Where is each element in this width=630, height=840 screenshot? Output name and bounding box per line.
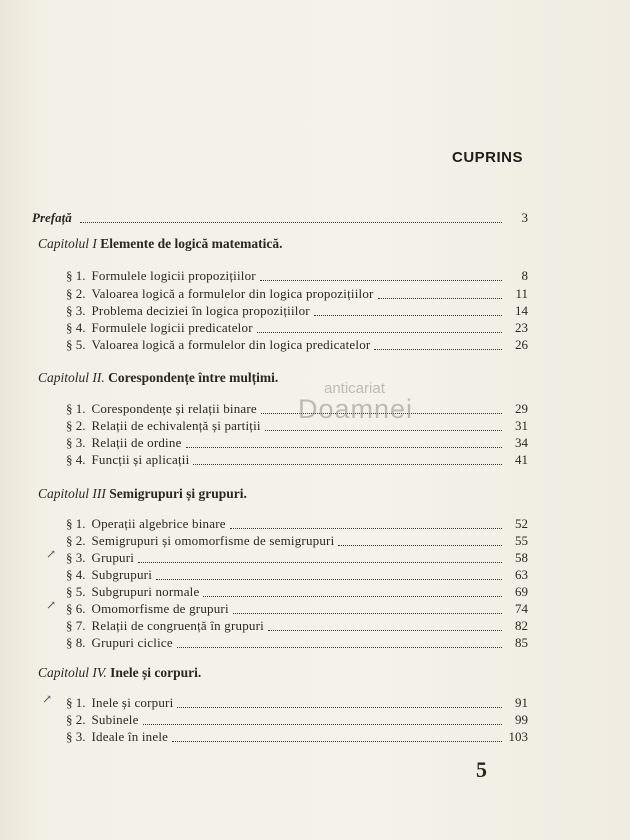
watermark-line2: Doamnei [298, 394, 414, 424]
section-number: § 4. [66, 320, 86, 335]
section-number: § 3. [66, 435, 86, 450]
toc-entry [66, 727, 528, 745]
chapter-number: Capitolul IV. [38, 665, 107, 680]
toc-entry [66, 266, 528, 284]
leader-dots [230, 527, 502, 529]
leader-dots [172, 740, 502, 742]
preface-label: Prefață [32, 210, 72, 225]
chapter-heading [38, 370, 278, 388]
toc-entry [66, 399, 528, 417]
toc-entry [66, 416, 528, 434]
section-number: § 5. [66, 584, 86, 599]
section-number: § 5. [66, 337, 86, 352]
leader-dots [80, 222, 502, 223]
toc-entry [66, 335, 528, 353]
toc-entry [66, 599, 528, 617]
toc-entry [66, 284, 528, 302]
toc-entry [66, 548, 528, 566]
section-page: 11 [515, 286, 528, 301]
section-page: 103 [508, 729, 528, 744]
section-page: 69 [515, 584, 528, 599]
leader-dots [314, 314, 502, 316]
toc-entry [66, 514, 528, 532]
section-number: § 3. [66, 303, 86, 318]
section-number: § 3. [66, 550, 86, 565]
leader-dots [203, 595, 502, 597]
pencil-mark-icon: ↗ [46, 598, 57, 612]
chapter-heading [38, 236, 282, 254]
leader-dots [143, 723, 502, 725]
pencil-mark-icon: ↗ [46, 547, 57, 561]
section-page: 91 [515, 695, 528, 710]
section-title: Valoarea logică a formulelor din logica predicatelor [91, 337, 371, 352]
leader-dots [156, 578, 502, 580]
toc-entry [66, 450, 528, 468]
section-page: 63 [515, 567, 528, 582]
section-page: 31 [515, 418, 528, 433]
leader-dots [378, 297, 502, 299]
section-title: Funcții și aplicații [91, 452, 190, 467]
leader-dots [186, 446, 502, 448]
section-number: § 1. [66, 401, 86, 416]
leader-dots [260, 279, 502, 281]
section-page: 26 [515, 337, 528, 352]
section-page: 14 [515, 303, 528, 318]
section-title: Omomorfisme de grupuri [91, 601, 229, 616]
leader-dots [374, 348, 502, 350]
section-title: Relații de echivalență și partiții [91, 418, 261, 433]
section-title: Operații algebrice binare [91, 516, 226, 531]
preface-entry [32, 208, 528, 226]
section-number: § 3. [66, 729, 86, 744]
leader-dots [338, 544, 502, 546]
watermark-line1: anticariat [324, 380, 385, 397]
section-page: 29 [515, 401, 528, 416]
page-title: CUPRINS [452, 149, 524, 166]
toc-entry [66, 531, 528, 549]
section-title: Relații de congruență în grupuri [91, 618, 264, 633]
pencil-mark-icon: ↗ [42, 692, 53, 706]
section-page: 23 [515, 320, 528, 335]
preface-page: 3 [521, 210, 528, 225]
toc-entry [66, 433, 528, 451]
section-title: Valoarea logică a formulelor din logica propozițiilor [91, 286, 374, 301]
leader-dots [233, 612, 502, 614]
section-page: 99 [515, 712, 528, 727]
section-number: § 1. [66, 268, 86, 283]
section-number: § 2. [66, 418, 86, 433]
section-title: Semigrupuri și omomorfisme de semigrupuri [91, 533, 335, 548]
section-number: § 4. [66, 567, 86, 582]
toc-entry [66, 693, 528, 711]
chapter-heading [38, 486, 247, 504]
section-title: Subgrupuri normale [91, 584, 200, 599]
toc-entry [66, 633, 528, 651]
section-page: 85 [515, 635, 528, 650]
chapter-name: Inele și corpuri. [110, 665, 202, 680]
toc-entry [66, 582, 528, 600]
chapter-number: Capitolul II. [38, 370, 105, 385]
section-number: § 7. [66, 618, 86, 633]
section-number: § 4. [66, 452, 86, 467]
section-page: 41 [515, 452, 528, 467]
page-number: 5 [476, 757, 487, 782]
toc-entry [66, 616, 528, 634]
leader-dots [257, 331, 502, 333]
section-title: Grupuri [91, 550, 135, 565]
leader-dots [268, 629, 502, 631]
section-number: § 2. [66, 712, 86, 727]
section-number: § 1. [66, 695, 86, 710]
section-title: Corespondențe și relații binare [91, 401, 257, 416]
leader-dots [177, 646, 502, 648]
toc-entry [66, 318, 528, 336]
section-title: Subgrupuri [91, 567, 152, 582]
section-page: 74 [515, 601, 528, 616]
section-title: Subinele [91, 712, 139, 727]
section-page: 58 [515, 550, 528, 565]
section-title: Formulele logicii propozițiilor [91, 268, 256, 283]
toc-entry [66, 301, 528, 319]
section-title: Problema deciziei în logica propozițiilor [91, 303, 310, 318]
chapter-name: Semigrupuri și grupuri. [109, 486, 247, 501]
leader-dots [138, 561, 502, 563]
section-title: Formulele logicii predicatelor [91, 320, 253, 335]
leader-dots [265, 429, 502, 431]
section-page: 34 [515, 435, 528, 450]
chapter-number: Capitolul I [38, 236, 97, 251]
section-number: § 8. [66, 635, 86, 650]
leader-dots [193, 463, 502, 465]
section-page: 55 [515, 533, 528, 548]
chapter-heading [38, 665, 201, 683]
leader-dots [177, 706, 502, 708]
section-title: Grupuri ciclice [91, 635, 173, 650]
section-number: § 1. [66, 516, 86, 531]
toc-entry [66, 710, 528, 728]
section-title: Relații de ordine [91, 435, 182, 450]
section-number: § 6. [66, 601, 86, 616]
section-page: 82 [515, 618, 528, 633]
chapter-number: Capitolul III [38, 486, 106, 501]
section-page: 52 [515, 516, 528, 531]
chapter-name: Corespondențe între mulțimi. [108, 370, 279, 385]
section-number: § 2. [66, 286, 86, 301]
chapter-name: Elemente de logică matematică. [100, 236, 283, 251]
toc-entry [66, 565, 528, 583]
section-title: Inele și corpuri [91, 695, 174, 710]
section-page: 8 [521, 268, 528, 283]
section-title: Ideale în inele [91, 729, 169, 744]
section-number: § 2. [66, 533, 86, 548]
